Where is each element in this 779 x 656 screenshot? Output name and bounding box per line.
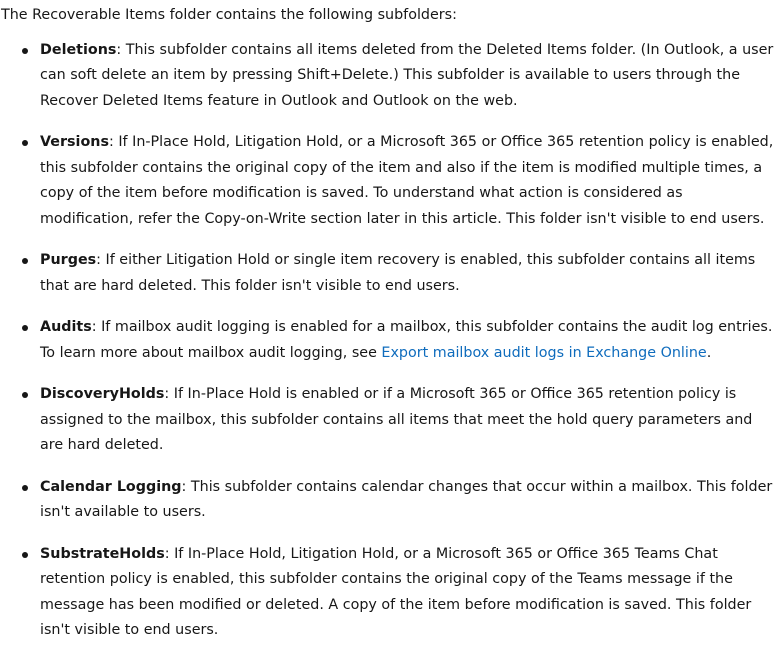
term-substrateholds: SubstrateHolds xyxy=(40,545,165,562)
description-deletions: : This subfolder contains all items deleted from the Deleted Items folder. (In Outlook, a user can soft delete an item by pressing Shift+Delete.) This subfolder is available to users through the Recover Deleted Items feature in Outlook and Outlook on the web. xyxy=(40,41,774,109)
list-item-calendar-logging xyxy=(1,475,779,526)
term-discoveryholds: DiscoveryHolds xyxy=(40,386,165,402)
description-purges: : If either Litigation Hold or single item recovery is enabled, this subfolder contains all items that are hard deleted. This folder isn't visible to end users. xyxy=(40,252,756,294)
description-versions: : If In-Place Hold, Litigation Hold, or a Microsoft 365 or Office 365 retention policy is enabled, this subfolder contains the original copy of the item and also if the item is modified multiple times, a copy of the item before modification is saved. To understand what action is considered as modification, refer the Copy-on-Write section later in this article. This folder isn't visible to end users. xyxy=(40,134,774,227)
list-item-discoveryholds xyxy=(1,382,779,459)
export-audit-logs-link[interactable]: Export mailbox audit logs in Exchange Online xyxy=(381,344,707,361)
term-versions: Versions xyxy=(40,134,109,150)
list-item-versions xyxy=(1,130,779,232)
term-audits: Audits xyxy=(40,319,92,335)
description-audits-end: . xyxy=(706,344,712,361)
list-item-audits xyxy=(1,315,779,366)
list-item-substrateholds xyxy=(1,542,779,644)
description-calendar-logging: : This subfolder contains calendar changes that occur within a mailbox. This folder isn't available to users. xyxy=(40,478,773,520)
intro-text: The Recoverable Items folder contains the following subfolders: xyxy=(1,7,457,23)
description-audits: : If mailbox audit logging is enabled for a mailbox, this subfolder contains the audit log entries. To learn more about mailbox audit logging, see xyxy=(40,319,773,361)
term-deletions: Deletions xyxy=(40,41,117,58)
list-item-purges xyxy=(1,248,779,299)
term-calendar-logging: Calendar Logging xyxy=(40,478,182,495)
subfolder-list xyxy=(1,38,779,644)
term-purges: Purges xyxy=(40,252,97,268)
description-discoveryholds: : If In-Place Hold is enabled or if a Microsoft 365 or Office 365 retention policy is assigned to the mailbox, this subfolder contains all items that meet the hold query parameters and are hard deleted. xyxy=(40,386,753,453)
list-item-deletions xyxy=(1,38,779,115)
description-substrateholds: : If In-Place Hold, Litigation Hold, or a Microsoft 365 or Office 365 Teams Chat retention policy is enabled, this subfolder contains the original copy of the Teams message if the message has been modified or deleted. A copy of the item before modification is saved. This folder isn't visible to end users. xyxy=(40,545,752,638)
